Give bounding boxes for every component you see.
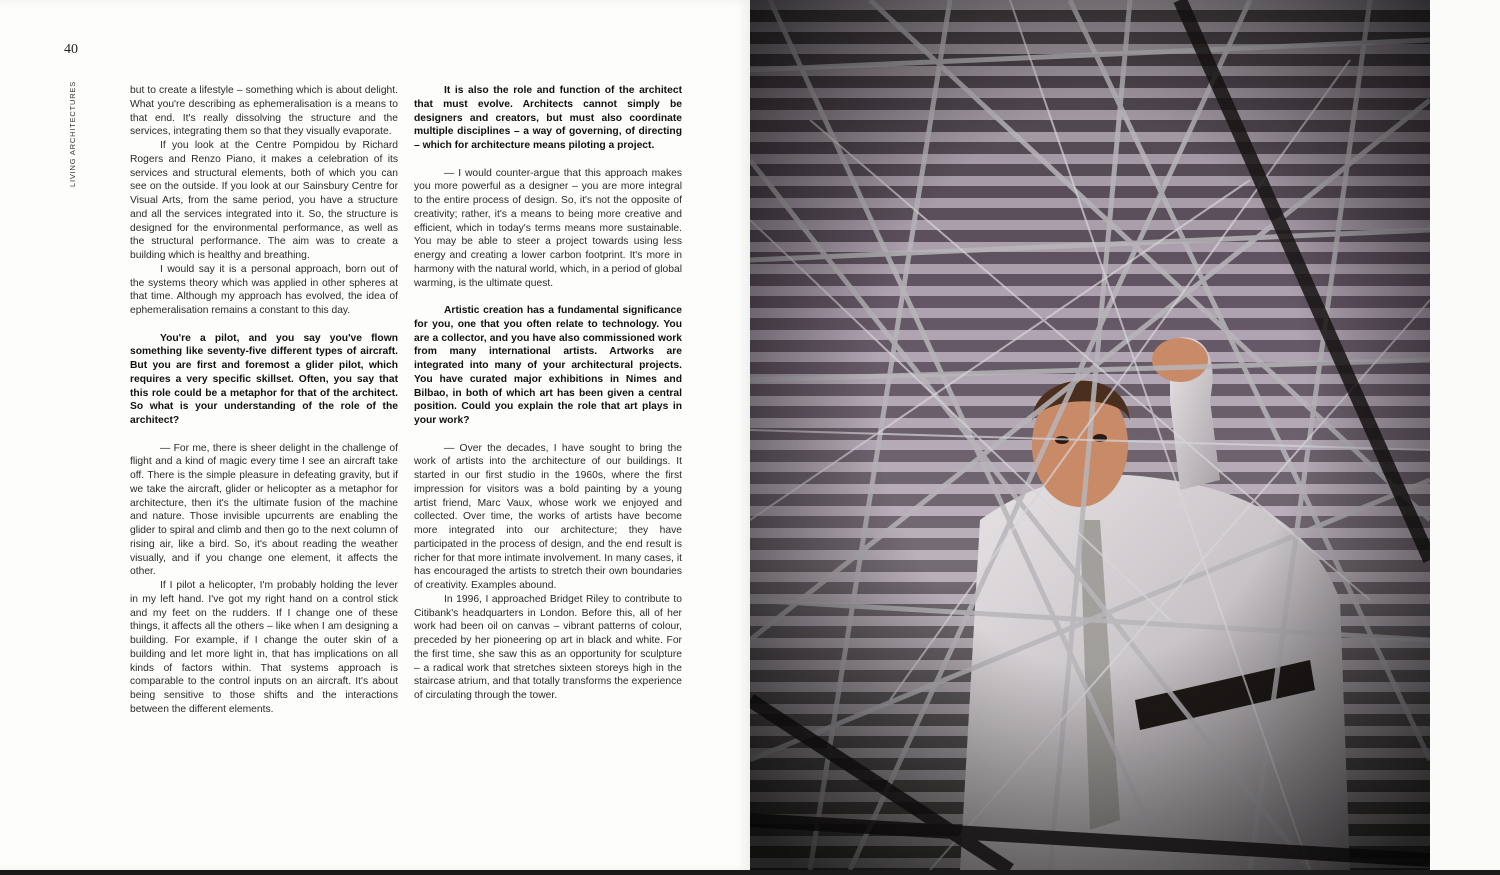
text-column-2 (414, 84, 682, 703)
interview-answer: — Over the decades, I have sought to bring the work of artists into the architecture of our buildings. It started in our first studio in the 1960s, where the first impression for visitors was a bold painting by a young artist friend, Marc Vaux, whose work we enjoyed and collected. Over time, the works of artists have become more integrated into our architecture; they have participated in the process of design, and the end result is richer for that more intimate involvement. In many cases, it has encouraged the artists to stretch their own boundaries of creativity. Examples abound. (414, 442, 682, 591)
paragraph: In 1996, I approached Bridget Riley to contribute to Citibank's headquarters in London. Before this, all of her work had been oil on canvas – vibrant patterns of colour, preceded by her pioneering op art in black and white. For the first time, she saw this as an opportunity for sculpture – a radical work that stretches sixteen storeys high in the staircase atrium, and that totally transforms the experience of circulating through the tower. (414, 593, 682, 701)
paragraph: I would say it is a personal approach, born out of the systems theory which was applied in other spheres at that time. Although my approach has evolved, the idea of ephemeralisation remains a constant to this day. (130, 263, 398, 316)
interview-answer: — For me, there is sheer delight in the challenge of flight and a kind of magic every time I see an aircraft take off. There is the simple pleasure in defeating gravity, but if we take the aircraft, glider or helicopter as a metaphor for architecture, then it's the ultimate fusion of the machine and nature. Those invisible upcurrents are enabling the glider to spiral and climb and then go to the next column of rising air, like a bird. So, it's about reading the weather visually, and if you change one element, it affects the other. (130, 442, 398, 578)
paragraph: If you look at the Centre Pompidou by Richard Rogers and Renzo Piano, it makes a celebration of its services and structural elements, both of which you can see on the outside. If you look at our Sainsbury Centre for Visual Arts, from the same period, you have a structure and all the services integrated into it. So, the structure is designed for the environmental performance, as well as the structural performance. The aim was to create a building which is healthy and breathing. (130, 140, 398, 261)
paragraph: but to create a lifestyle – something which is about delight. What you're describing as ephemeralisation is a means to that end. It's really dissolving the structure and the services, integrating them so that they visually evaporate. (130, 85, 398, 138)
interview-question: Artistic creation has a fundamental significance for you, one that you often relate to technology. You are a collector, and you have also commissioned work from many international artists. Artworks are integrated into many of your architectural projects. You have curated major exhibitions in Nimes and Bilbao, in both of which art has been given a central position. Could you explain the role that art plays in your work? (414, 305, 682, 426)
left-page (0, 0, 750, 870)
running-head: LIVING ARCHITECTURES (68, 80, 77, 187)
page-number: 40 (64, 42, 78, 57)
interview-question: You're a pilot, and you say you've flown something like seventy-five different types of aircraft. But you are first and foremost a glider pilot, which requires a very specific skillset. Often, you say that this role could be a metaphor for that of the architect. So what is your understanding of the role of the architect? (130, 332, 398, 426)
portrait-photo (750, 0, 1430, 870)
text-column-1 (130, 84, 398, 717)
paragraph: If I pilot a helicopter, I'm probably holding the lever in my left hand. I've got my right hand on a control stick and my feet on the rudders. If I change one of these things, it affects all the others – like when I am designing a building. For example, if I change the outer skin of a building and let more light in, that has implications on all kinds of factors within. That systems approach is comparable to the control inputs on an aircraft. It's about being sensitive to those shifts and the interactions between the different elements. (130, 580, 398, 715)
interview-question: It is also the role and function of the architect that must evolve. Architects cannot simply be designers and creators, but must also coordinate multiple disciplines – a way of governing, of directing – which for architecture means piloting a project. (414, 85, 682, 151)
page-edge (1430, 0, 1500, 870)
interview-answer: — I would counter-argue that this approach makes you more powerful as a designer – you are more integral to the entire process of design. So, it's not the opposite of creativity; rather, it's a means to being more creative and efficient, which in today's terms means more sustainable. You may be able to steer a project towards using less energy and creating a lower carbon footprint. It's more in harmony with the natural world, which, in a period of global warming, is the ultimate quest. (414, 167, 682, 289)
